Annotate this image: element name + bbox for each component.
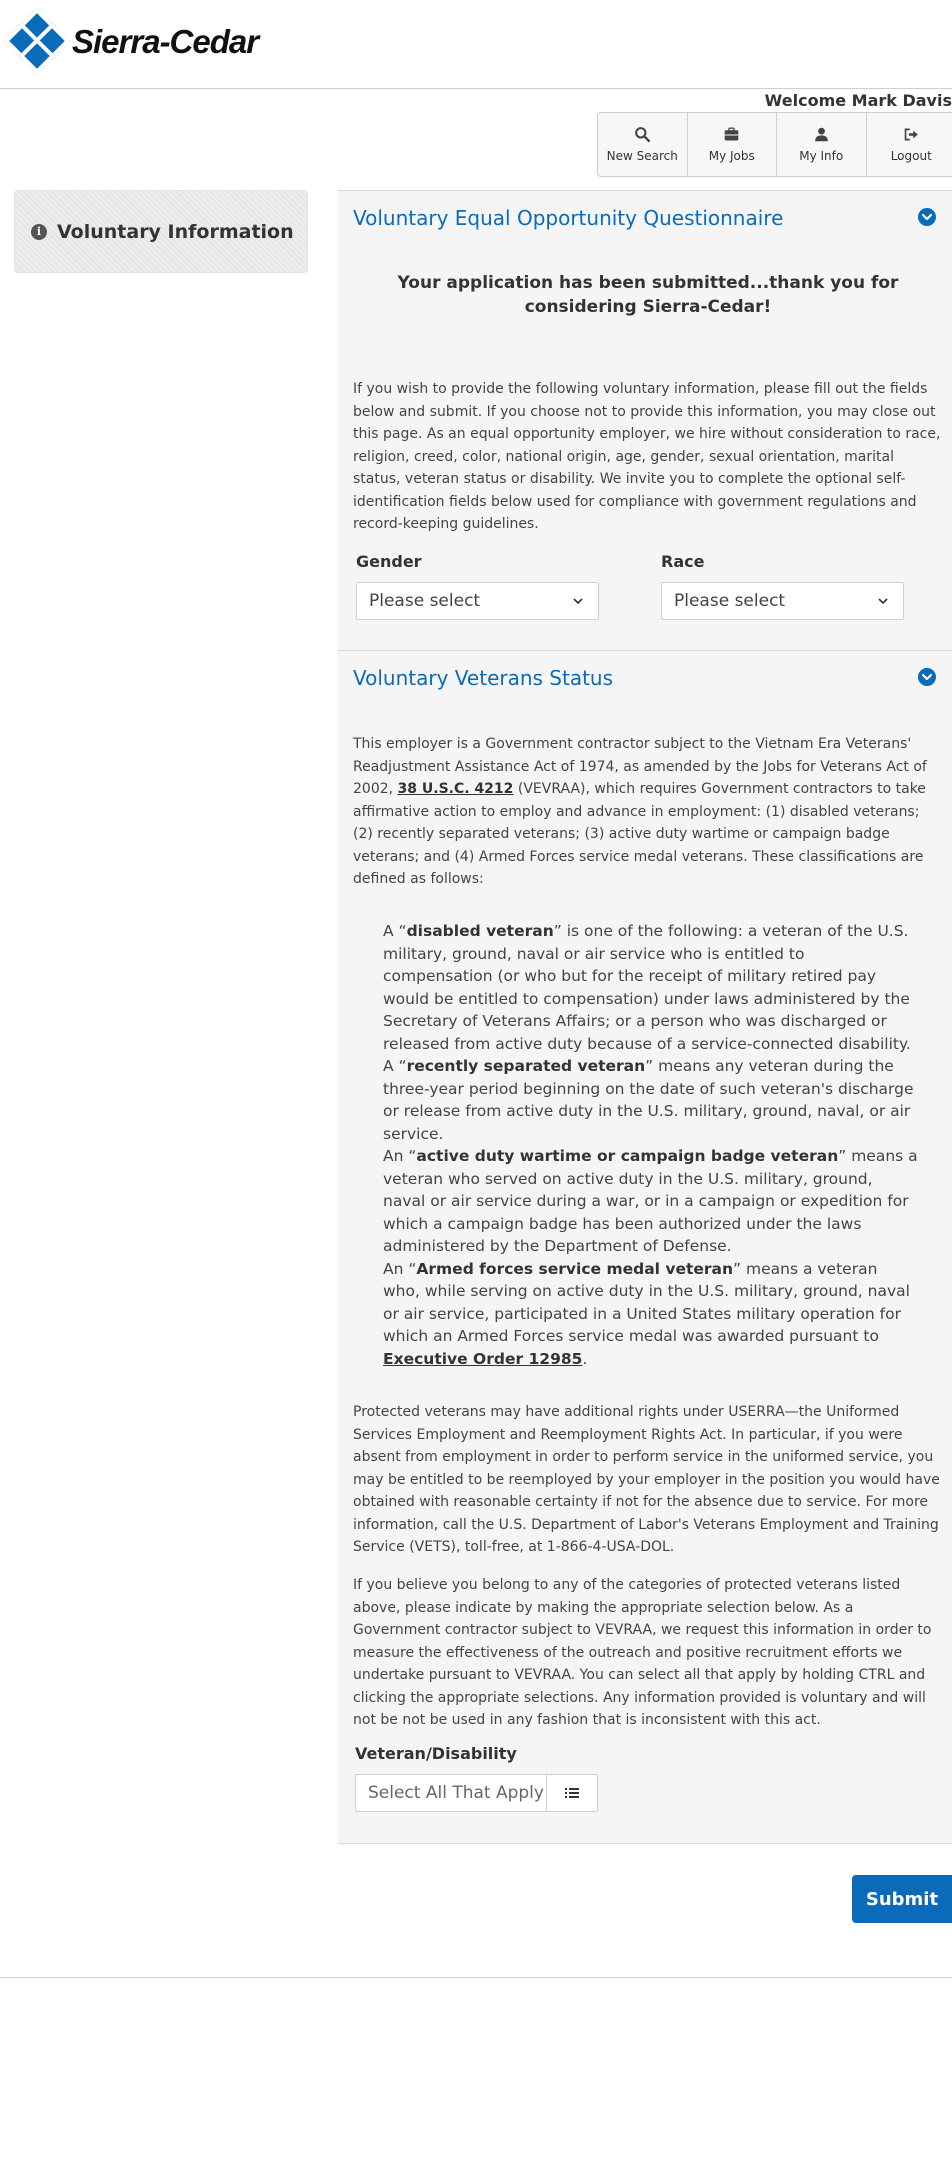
list-button[interactable]: [547, 1775, 597, 1811]
chevron-down-icon[interactable]: [918, 208, 936, 226]
executive-order-link[interactable]: Executive Order 12985: [383, 1349, 583, 1368]
footer-divider: [0, 1977, 952, 1978]
definition-disabled-veteran: A “disabled veteran” is one of the following: a veteran of the U.S. military, ground, naval or air service who is entitled to compensation (or who but for the receipt of military retired pay would be entitled to compensation) under laws administered by the Secretary of Veterans Affairs; or a person who was discharged or released from active duty because of a service-connected disability.: [383, 922, 911, 1053]
gender-label: Gender: [356, 552, 422, 571]
protected-veterans-text: If you believe you belong to any of the categories of protected veterans listed above, please indicate by making the appropriate selection below. As a Government contractor subject to VEVRAA, we request this information in order to measure the effectiveness of the outreach and positive recruitment efforts we undertake pursuant to VEVRAA. You can select all that apply by holding CTRL and clicking the appropriate selections. Any information provided is voluntary and will not be not be used in any fashion that is inconsistent with this act.: [353, 1577, 932, 1728]
sidebar-item-label: Voluntary Information: [57, 220, 294, 243]
chevron-down-icon: [877, 595, 889, 607]
my-info-label: My Info: [799, 149, 844, 163]
veteran-disability-multiselect[interactable]: [355, 1774, 598, 1812]
search-icon: [634, 126, 651, 143]
veterans-panel: [338, 650, 952, 1844]
info-circle-icon: i: [31, 224, 47, 240]
my-jobs-label: My Jobs: [708, 149, 755, 163]
veteran-definitions: [383, 920, 918, 1370]
logout-button[interactable]: [867, 113, 952, 176]
eeo-panel-title[interactable]: Voluntary Equal Opportunity Questionnaire: [353, 206, 784, 230]
briefcase-icon: [723, 126, 740, 143]
chevron-down-icon: [572, 595, 584, 607]
race-select-value: Please select: [674, 591, 786, 611]
veterans-intro-text: [353, 733, 943, 891]
veteran-disability-label: Veteran/Disability: [355, 1744, 517, 1763]
intro-text-before: This employer is a Government contractor subject to the Vietnam Era Veterans' Readjustment Assistance Act of 1974, as amended by the Jobs for Veterans Act of 2002,: [353, 736, 927, 797]
top-nav: [597, 112, 952, 177]
logout-label: Logout: [890, 149, 932, 163]
submitted-message: Your application has been submitted...thank you for considering Sierra-Cedar!: [397, 273, 899, 317]
usc-4212-link[interactable]: 38 U.S.C. 4212: [397, 781, 514, 797]
user-icon: [813, 126, 830, 143]
new-search-button[interactable]: [598, 113, 688, 176]
race-label: Race: [661, 552, 705, 571]
list-icon: [565, 1787, 579, 1799]
gender-select-value: Please select: [369, 591, 481, 611]
eeo-intro-text: If you wish to provide the following voluntary information, please fill out the fields below and submit. If you choose not to provide this information, you may close out this page. As an equal opportunity employer, we hire without consideration to race, religion, creed, color, national origin, age, gender, sexual orientation, marital status, veteran status or disability. We invite you to complete the optional self-identification fields below used for compliance with government regulations and record-keeping guidelines.: [353, 381, 941, 532]
welcome-text: Welcome Mark Davis: [764, 91, 952, 110]
veterans-panel-title[interactable]: Voluntary Veterans Status: [353, 666, 614, 690]
my-info-button[interactable]: [777, 113, 867, 176]
brand-logo[interactable]: [10, 14, 258, 70]
definition-service-medal-veteran: An “Armed forces service medal veteran” means a veteran who, while serving on active duty in the U.S. military, ground, naval or air service, participated in a United States military operation for which an Armed Forces service medal was awarded pursuant to Executive Order 12985.: [383, 1259, 910, 1368]
veteran-disability-placeholder: Select All That Apply: [356, 1775, 547, 1811]
header: [0, 0, 952, 89]
eeo-panel: [338, 190, 952, 650]
intro-text-after: (VEVRAA), which requires Government contractors to take affirmative action to employ and advance in employment: (1) disabled veterans; (2) recently separated veterans; (3) active duty wartime or campaign badge veterans; and (4) Armed Forces service medal veterans. These classifications are defined as follows:: [353, 781, 926, 887]
gender-select[interactable]: [356, 582, 599, 620]
sidebar-item-voluntary-information[interactable]: [14, 190, 308, 273]
chevron-down-icon[interactable]: [918, 668, 936, 686]
race-select[interactable]: [661, 582, 904, 620]
submit-button[interactable]: Submit: [852, 1875, 952, 1923]
brand-name: Sierra-Cedar: [72, 23, 259, 60]
new-search-label: New Search: [606, 149, 678, 163]
definition-recently-separated-veteran: A “recently separated veteran” means any veteran during the three-year period beginning on the date of such veteran's discharge or release from active duty in the U.S. military, ground, naval, or air service.: [383, 1057, 914, 1143]
sierra-cedar-logo-icon: [10, 14, 68, 70]
userra-text: Protected veterans may have additional rights under USERRA—the Uniformed Services Employment and Reemployment Rights Act. In particular, if you were absent from employment in order to perform service in the uniformed service, you may be entitled to be reemployed by your employer in the position you would have obtained with reasonable certainty if not for the absence due to service. For more information, call the U.S. Department of Labor's Veterans Employment and Training Service (VETS), toll-free, at 1-866-4-USA-DOL.: [353, 1404, 940, 1555]
my-jobs-button[interactable]: [688, 113, 778, 176]
definition-campaign-badge-veteran: An “active duty wartime or campaign badge veteran” means a veteran who served on active duty in the U.S. military, ground, naval or air service during a war, or in a campaign or expedition for which a campaign badge has been authorized under the laws administered by the Department of Defense.: [383, 1147, 918, 1255]
logout-icon: [903, 126, 920, 143]
